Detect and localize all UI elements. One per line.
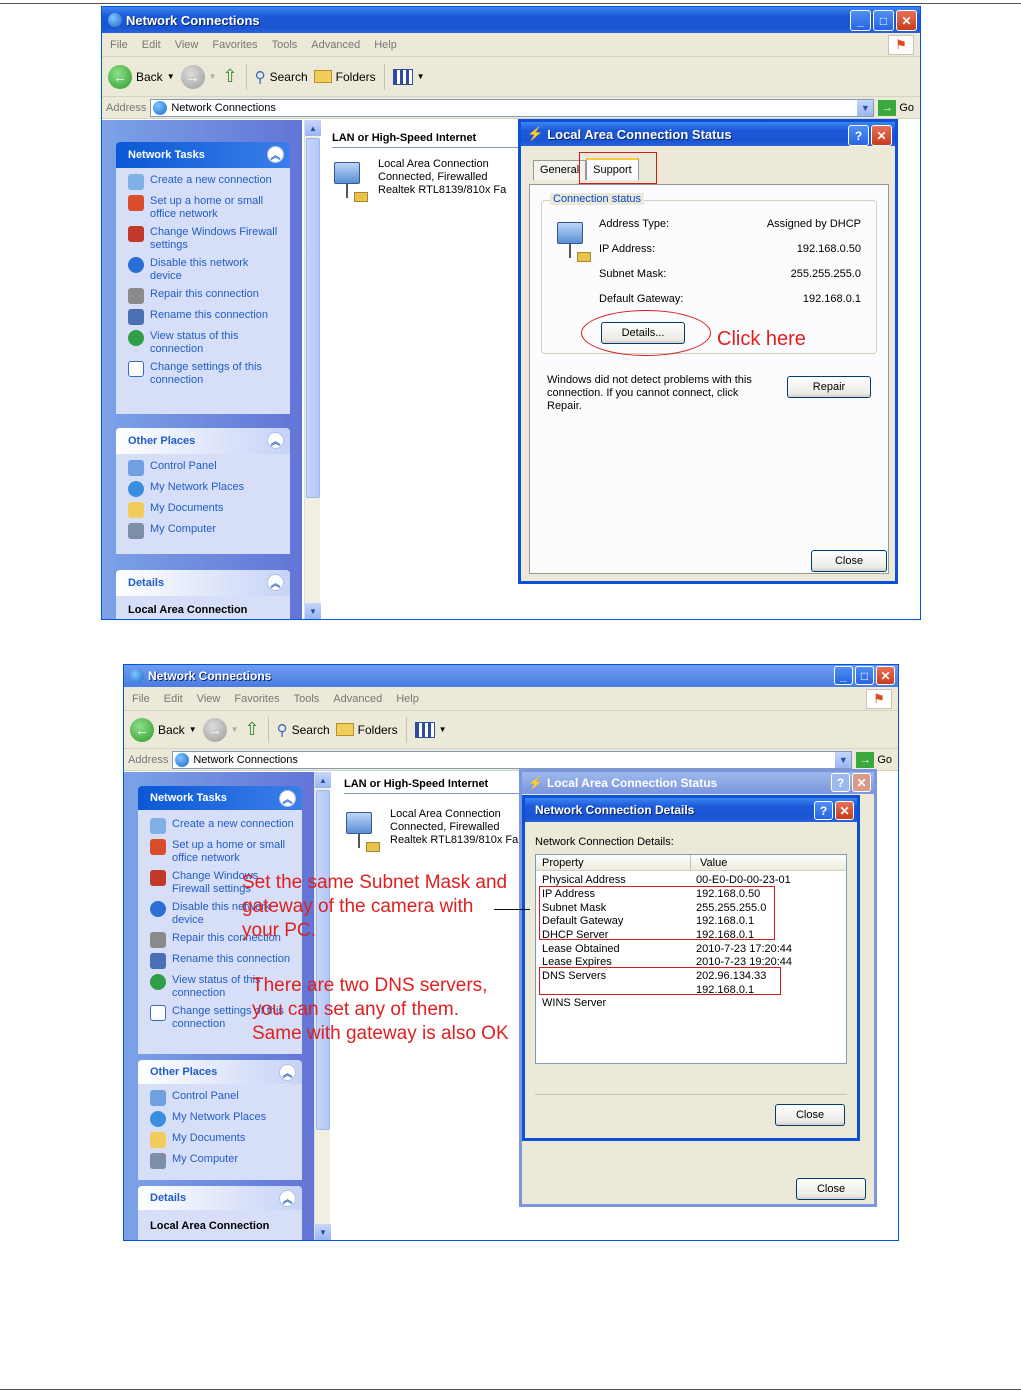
task-disable-device[interactable] [128,257,282,283]
other-places-panel [116,428,290,554]
collapse-chevron-icon[interactable]: ︽ [279,1064,296,1081]
task-label: View status of this connection [150,330,239,355]
go-label: Go [899,101,914,114]
task-label: Disable this network device [172,901,271,926]
place-control-panel[interactable] [128,460,282,476]
status-dialog-title-bar [522,772,874,794]
row-lease-obtained-property: Lease Obtained [542,943,620,955]
close-dialog-button[interactable]: Close [796,1178,866,1200]
network-connection-icon [344,808,384,854]
network-tasks-panel [116,142,290,414]
back-dropdown-icon[interactable]: ▼ [166,72,175,81]
minimize-button[interactable]: _ [834,666,853,685]
go-label: Go [877,753,892,766]
folders-label: Folders [357,722,398,737]
place-my-computer[interactable] [150,1153,294,1169]
row-lease-expires-value: 2010-7-23 19:20:44 [696,956,793,968]
task-label: Change Windows Firewall settings [150,226,278,251]
task-label: Disable this network device [150,257,249,282]
status-icon [150,974,166,990]
search-button[interactable] [255,68,308,86]
task-label: Change settings of this connection [172,1005,284,1030]
collapse-chevron-icon[interactable]: ︽ [279,790,296,807]
list-header [536,855,846,871]
plug-icon: ⚡ [528,776,543,790]
group-label: Connection status [550,193,644,205]
status-dialog-title: Local Area Connection Status [547,126,732,142]
task-home-network[interactable] [150,839,294,865]
title-bar [102,7,920,33]
place-control-panel[interactable] [150,1090,294,1106]
network-tasks-header[interactable] [116,142,290,168]
minimize-button[interactable]: _ [850,10,871,31]
maximize-button[interactable]: □ [873,10,894,31]
menu-advanced[interactable]: Advanced [311,38,361,51]
collapse-chevron-icon[interactable]: ︽ [267,574,284,591]
connection-name: Local Area Connection [378,158,489,170]
place-label: My Documents [172,1132,246,1144]
control-panel-icon [150,1090,166,1106]
toolbar-separator [268,717,269,743]
close-dialog-button[interactable]: Close [775,1104,845,1126]
close-dialog-button[interactable]: Close [811,550,887,572]
task-rename[interactable] [150,953,294,969]
click-here-annotation: Click here [717,328,806,350]
go-arrow-icon: → [856,752,874,768]
up-folder-icon[interactable]: ⇧ [244,719,260,739]
window-title: Network Connections [126,12,260,28]
computer-icon [128,523,144,539]
documents-icon [128,502,144,518]
network-connection-icon [332,158,372,204]
computer-icon [150,1153,166,1169]
dns-servers-highlight [539,967,781,995]
close-button[interactable]: ✕ [896,10,917,31]
address-input[interactable] [150,99,874,117]
row-default-gateway-value: 192.168.0.1 [696,915,755,927]
help-button[interactable]: ? [848,125,869,146]
toolbar-separator [246,64,247,90]
help-button[interactable]: ? [831,773,850,792]
task-label: Create a new connection [150,174,272,186]
toolbar [124,711,898,749]
menu-advanced[interactable]: Advanced [333,692,383,705]
control-panel-icon [128,460,144,476]
task-rename[interactable] [128,309,282,325]
scroll-up-icon[interactable]: ▲ [305,120,321,136]
details-button-highlight-ellipse [581,310,711,356]
status-dialog-title-bar [521,122,895,146]
search-icon: ⚲ [276,721,288,739]
repair-button[interactable]: Repair [787,376,871,398]
task-label: Set up a home or small office network [150,195,264,220]
column-property[interactable]: Property [542,857,584,869]
up-folder-icon[interactable]: ⇧ [222,66,238,86]
status-dialog [518,119,898,584]
task-label: Change settings of this connection [150,361,262,386]
task-label: View status of this connection [172,974,261,999]
toolbar-separator [384,64,385,90]
search-icon: ⚲ [254,68,266,86]
address-bar [124,749,898,771]
forward-arrow-icon: → [203,718,227,742]
back-button[interactable] [108,65,175,89]
menu-favorites[interactable]: Favorites [212,38,258,51]
details-header[interactable] [138,1186,302,1210]
folders-label: Folders [335,69,376,84]
annotation-line: your PC. [242,920,316,941]
dns-annotation [252,974,509,1046]
close-button[interactable]: ✕ [871,125,892,146]
toolbar [102,57,920,97]
help-button[interactable]: ? [814,801,833,820]
task-view-status[interactable] [128,330,282,356]
details-label: Network Connection Details: [535,836,674,848]
address-label: Address [106,101,147,114]
collapse-chevron-icon[interactable]: ︽ [267,146,284,163]
row-ip-address-property: IP Address [542,888,595,900]
details-first-item: Local Area Connection [150,1220,270,1232]
tasks-pane [102,120,302,619]
windows-logo-icon: ⚑ [866,689,892,709]
maximize-button[interactable]: □ [855,666,874,685]
collapse-chevron-icon[interactable]: ︽ [279,1190,296,1207]
details-dialog-title-bar [525,798,857,822]
menu-view[interactable]: View [174,38,199,51]
task-label: Set up a home or small office network [172,839,286,864]
row-dns-servers-property: DNS Servers [542,970,607,982]
repair-description: Windows did not detect problems with this connection. If you cannot connect, click Repair. [547,374,752,412]
folders-button[interactable] [314,70,376,84]
bottom-explorer-window [123,664,899,1241]
top-explorer-window [101,6,921,620]
views-icon [393,69,413,85]
scroll-up-icon[interactable]: ▲ [315,772,331,788]
details-title: Details [128,577,165,589]
back-button[interactable] [130,718,197,742]
task-label: Repair this connection [150,288,259,300]
address-value: Network Connections [171,101,276,114]
task-firewall[interactable] [128,226,282,252]
address-type-value: Assigned by DHCP [766,218,861,230]
home-network-icon [128,195,144,211]
dialog-divider [535,1094,847,1095]
connection-status: Connected, Firewalled [378,171,488,183]
annotation-line: Set the same Subnet Mask and [242,872,508,893]
row-subnet-mask-value: 255.255.255.0 [696,902,767,914]
row-dns-servers-value: 202.96.134.33 [696,970,767,982]
network-tasks-title: Network Tasks [150,792,227,804]
settings-icon [150,1005,166,1021]
gateway-mask-highlight [539,886,775,940]
other-places-title: Other Places [128,435,196,447]
group-header: LAN or High-Speed Internet [332,132,532,148]
address-type-label: Address Type: [599,218,670,230]
status-icon [128,330,144,346]
column-value[interactable]: Value [700,857,728,869]
scroll-down-icon[interactable]: ▼ [315,1224,331,1240]
search-button[interactable] [277,721,330,739]
menu-view[interactable]: View [196,692,221,705]
column-divider[interactable] [690,855,691,870]
subnet-mask-label: Subnet Mask: [599,268,667,280]
row-lease-expires-property: Lease Expires [542,956,612,968]
ip-address-label: IP Address: [599,243,656,255]
new-connection-icon [128,174,144,190]
network-connections-icon [108,13,122,27]
status-dialog-title: Local Area Connection Status [546,776,718,790]
place-my-documents[interactable] [150,1132,294,1148]
views-button[interactable] [415,722,447,738]
place-label: My Computer [150,523,217,535]
search-label: Search [269,69,308,84]
row-physical-address-value: 00-E0-D0-00-23-01 [696,874,791,886]
home-network-icon [150,839,166,855]
address-dropdown-icon[interactable]: ▼ [835,752,851,768]
tab-general[interactable]: General [533,160,586,180]
support-tab-highlight [579,152,657,184]
group-header: LAN or High-Speed Internet [344,778,524,794]
firewall-icon [128,226,144,242]
back-label: Back [136,69,163,84]
place-label: My Computer [172,1153,239,1165]
task-label: Change Windows Firewall settings [172,870,259,895]
forward-button[interactable] [181,65,217,89]
scroll-thumb[interactable] [306,138,320,498]
scroll-down-icon[interactable]: ▼ [305,603,321,619]
network-tasks-title: Network Tasks [128,149,205,161]
views-dropdown-icon: ▼ [438,725,447,734]
wrench-icon [128,288,144,304]
menu-tools[interactable]: Tools [271,38,298,51]
place-my-documents[interactable] [128,502,282,518]
folders-icon [314,70,332,83]
ip-address-value: 192.168.0.50 [796,243,861,255]
place-label: Control Panel [172,1090,239,1102]
close-button[interactable]: ✕ [835,801,854,820]
views-button[interactable] [393,69,425,85]
row-dhcp-server-property: DHCP Server [542,929,609,941]
task-home-network[interactable] [128,195,282,221]
details-title: Details [150,1192,187,1204]
row-default-gateway-property: Default Gateway [542,915,624,927]
network-tasks-header[interactable] [138,786,302,810]
collapse-chevron-icon[interactable]: ︽ [267,432,284,449]
task-label: Rename this connection [172,953,291,965]
task-repair[interactable] [128,288,282,304]
row-wins-server-property: WINS Server [542,997,607,1009]
place-my-computer[interactable] [128,523,282,539]
network-connections-icon [153,101,167,115]
default-gateway-value: 192.168.0.1 [802,293,861,305]
back-arrow-icon: ← [108,65,132,89]
row-subnet-mask-property: Subnet Mask [542,902,607,914]
back-label: Back [158,722,185,737]
connection-adapter: Realtek RTL8139/810x Fa [390,834,519,846]
connection-status: Connected, Firewalled [390,821,500,833]
task-label: Create a new connection [172,818,294,830]
page-top-rule [0,3,1021,4]
menu-help[interactable]: Help [374,38,397,51]
details-first-item: Local Area Connection [128,604,248,616]
network-connection-icon [555,218,595,264]
forward-dropdown-icon: ▼ [208,72,217,81]
new-connection-icon [150,818,166,834]
go-button[interactable] [878,100,914,116]
row-dns-servers-2-value: 192.168.0.1 [696,984,755,996]
details-header[interactable] [116,570,290,596]
row-dhcp-server-value: 192.168.0.1 [696,929,755,941]
forward-button[interactable] [203,718,239,742]
plug-icon: ⚡ [527,126,544,141]
annotation-line: gateway of the camera with [242,896,474,917]
network-places-icon [150,1111,166,1127]
rename-icon [128,309,144,325]
task-label: Rename this connection [150,309,269,321]
default-gateway-label: Default Gateway: [599,293,684,305]
annotation-line: Same with gateway is also OK [252,1023,509,1044]
connection-name: Local Area Connection [390,808,501,820]
details-dialog [522,795,860,1141]
network-connections-icon [175,753,189,767]
back-arrow-icon: ← [130,718,154,742]
menu-edit[interactable]: Edit [141,38,161,51]
menu-tools[interactable]: Tools [293,692,320,705]
task-create-connection[interactable] [128,174,282,190]
address-value: Network Connections [193,753,298,766]
views-dropdown-icon: ▼ [416,72,425,81]
toolbar-separator [406,717,407,743]
rename-icon [150,953,166,969]
place-my-network[interactable] [150,1111,294,1127]
go-arrow-icon: → [878,100,896,116]
subnet-gateway-annotation [242,871,507,943]
folders-icon [336,723,354,736]
row-ip-address-value: 192.168.0.50 [696,888,761,900]
address-input[interactable] [172,751,852,769]
place-label: My Network Places [172,1111,267,1123]
menu-favorites[interactable]: Favorites [234,692,280,705]
title-bar [124,665,898,687]
left-scrollbar[interactable] [304,120,320,619]
place-label: My Documents [150,502,224,514]
tab-support[interactable]: Support [586,158,639,180]
wrench-icon [150,932,166,948]
other-places-panel [138,1060,302,1180]
menu-edit[interactable]: Edit [163,692,183,705]
disable-device-icon [150,901,166,917]
folders-button[interactable] [336,723,398,737]
firewall-icon [150,870,166,886]
menu-bar [124,687,898,711]
back-dropdown-icon[interactable]: ▼ [188,725,197,734]
go-button[interactable] [856,752,892,768]
views-icon [415,722,435,738]
address-bar [102,97,920,119]
forward-dropdown-icon: ▼ [230,725,239,734]
menu-help[interactable]: Help [396,692,419,705]
address-label: Address [128,753,169,766]
menu-bar [102,33,920,57]
menu-file[interactable]: File [110,38,128,51]
window-title: Network Connections [148,669,272,683]
task-create-connection[interactable] [150,818,294,834]
details-button[interactable]: Details... [601,322,685,344]
address-dropdown-icon[interactable]: ▼ [857,100,873,116]
windows-logo-icon: ⚑ [888,35,914,55]
scroll-thumb[interactable] [316,790,330,1130]
menu-file[interactable]: File [132,692,150,705]
place-label: My Network Places [150,481,245,493]
details-panel [138,1186,302,1241]
details-panel [116,570,290,620]
other-places-header[interactable] [116,428,290,454]
documents-icon [150,1132,166,1148]
other-places-title: Other Places [150,1066,218,1078]
close-button[interactable]: ✕ [852,773,871,792]
search-label: Search [291,722,330,737]
network-places-icon [128,481,144,497]
network-connections-icon [130,669,144,683]
place-my-network[interactable] [128,481,282,497]
details-dialog-title: Network Connection Details [535,803,695,817]
row-physical-address-property: Physical Address [542,874,626,886]
disable-device-icon [128,257,144,273]
task-change-settings[interactable] [128,361,282,387]
other-places-header[interactable] [138,1060,302,1084]
connection-adapter: Realtek RTL8139/810x Fa [378,184,507,196]
row-lease-obtained-value: 2010-7-23 17:20:44 [696,943,793,955]
close-button[interactable]: ✕ [876,666,895,685]
subnet-mask-value: 255.255.255.0 [790,268,861,280]
settings-icon [128,361,144,377]
place-label: Control Panel [150,460,217,472]
task-label: Repair this connection [172,932,281,944]
annotation-line: There are two DNS servers, [252,975,488,996]
forward-arrow-icon: → [181,65,205,89]
annotation-line: you can set any of them. [252,999,460,1020]
page-bottom-rule [0,1389,1021,1390]
